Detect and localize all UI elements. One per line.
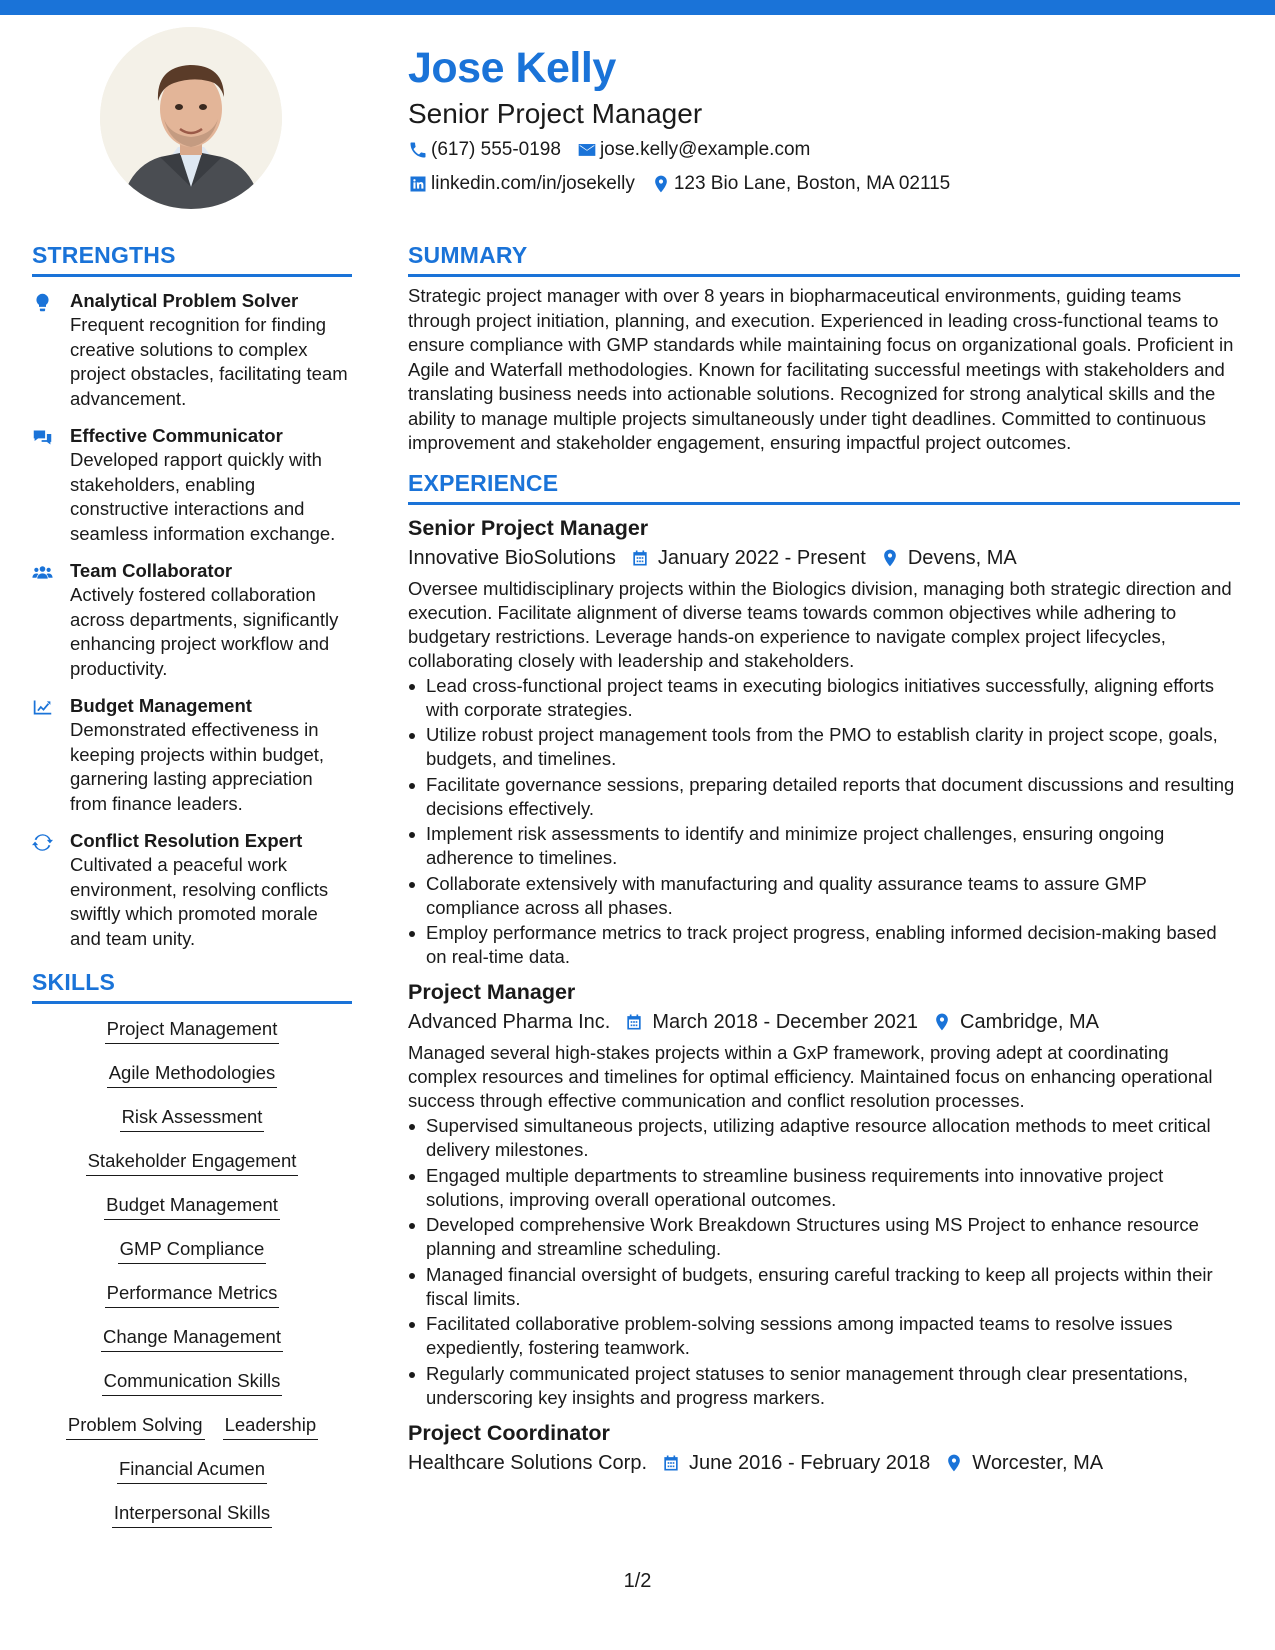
job-bullets bbox=[408, 674, 1240, 970]
job-bullet: Facilitate governance sessions, preparing detailed reports that document discussions and resulting decisions effectively. bbox=[408, 773, 1240, 821]
skill-row bbox=[103, 1502, 281, 1528]
email-contact[interactable] bbox=[577, 134, 810, 166]
job-dates bbox=[661, 1448, 930, 1478]
calendar-icon bbox=[624, 1012, 644, 1032]
calendar-icon bbox=[630, 548, 650, 568]
skill-tag: Communication Skills bbox=[102, 1370, 283, 1396]
job-company bbox=[408, 543, 616, 573]
skill-tag: Budget Management bbox=[104, 1194, 280, 1220]
skill-tag: Leadership bbox=[223, 1414, 319, 1440]
strength-title: Team Collaborator bbox=[70, 560, 233, 581]
job-bullet: Lead cross-functional project teams in executing biologics initiatives successfully, aligning efforts with corporate strategies. bbox=[408, 674, 1240, 722]
skills-list bbox=[32, 1018, 352, 1546]
right-column bbox=[408, 240, 1240, 1482]
skill-tag: Interpersonal Skills bbox=[112, 1502, 272, 1528]
candidate-title: Senior Project Manager bbox=[408, 98, 703, 129]
job-meta bbox=[408, 1448, 1240, 1478]
strength-item bbox=[32, 829, 352, 951]
strength-title: Conflict Resolution Expert bbox=[70, 830, 303, 851]
strengths-heading: STRENGTHS bbox=[32, 240, 352, 277]
linkedin-contact[interactable] bbox=[408, 168, 635, 200]
strength-title: Effective Communicator bbox=[70, 425, 283, 446]
job-location bbox=[932, 1007, 1099, 1037]
users-icon bbox=[32, 562, 53, 583]
job-meta bbox=[408, 543, 1240, 573]
skill-tag: GMP Compliance bbox=[118, 1238, 267, 1264]
job-description: Oversee multidisciplinary projects within the Biologics division, managing both strategic direction and execution. Facilitate alignment of diverse teams towards common objectives while adhering to budgetary restrictions. Leverage hands-on experience to navigate complex project lifecycles, collaborating closely with leadership and stakeholders. bbox=[408, 577, 1232, 671]
strength-title: Budget Management bbox=[70, 695, 252, 716]
address-text: 123 Bio Lane, Boston, MA 02115 bbox=[673, 173, 951, 194]
location-text: Worcester, MA bbox=[972, 1451, 1104, 1474]
dates-text: June 2016 - February 2018 bbox=[689, 1451, 931, 1474]
job-bullet: Supervised simultaneous projects, utilizing adaptive resource allocation methods to meet critical delivery milestones. bbox=[408, 1114, 1240, 1162]
skill-row bbox=[108, 1458, 276, 1484]
location-text: Devens, MA bbox=[907, 546, 1017, 569]
skill-row bbox=[57, 1414, 327, 1440]
left-column bbox=[32, 240, 352, 1546]
skill-row bbox=[111, 1106, 274, 1132]
job-location bbox=[944, 1448, 1103, 1478]
strength-item bbox=[32, 289, 352, 411]
map-marker-icon bbox=[932, 1012, 952, 1032]
job-description: Managed several high-stakes projects within a GxP framework, proving adept at coordinating complex resources and timelines for optimal efficiency. Maintained focus on enhancing operational success through effective communication and conflict resolution processes. bbox=[408, 1042, 1213, 1111]
job-company bbox=[408, 1007, 610, 1037]
dates-text: January 2022 - Present bbox=[657, 546, 866, 569]
skill-row bbox=[109, 1238, 276, 1264]
strengths-list bbox=[32, 289, 352, 951]
job-bullet: Managed financial oversight of budgets, ensuring careful tracking to keep all projects within their fiscal limits. bbox=[408, 1263, 1240, 1311]
lightbulb-icon bbox=[32, 292, 53, 313]
phone-icon bbox=[408, 140, 428, 160]
skill-row bbox=[96, 1018, 289, 1044]
skill-tag: Agile Methodologies bbox=[107, 1062, 278, 1088]
chart-line-icon bbox=[32, 697, 53, 718]
avatar-illustration bbox=[100, 27, 282, 209]
skill-row bbox=[92, 1326, 292, 1352]
strength-desc: Developed rapport quickly with stakeholders, enabling constructive interactions and seamless information exchange. bbox=[70, 449, 336, 544]
profile-photo bbox=[100, 27, 282, 209]
skill-row bbox=[96, 1282, 289, 1308]
summary-text: Strategic project manager with over 8 years in biopharmaceutical environments, guiding teams through project initiation, planning, and execution. Experienced in leading cross-functional teams to ensure compliance with GMP standards while maintaining focus on organizational goals. Proficient in Agile and Waterfall methodologies. Known for facilitating successful meetings with stakeholders and translating business needs into actionable solutions. Recognized for strong analytical skills and the ability to manage multiple projects simultaneously under tight deadlines. Committed to continuous improvement and stakeholder engagement, ensuring impactful project outcomes. bbox=[408, 285, 1234, 453]
linkedin-icon bbox=[408, 174, 428, 194]
job-dates bbox=[624, 1007, 918, 1037]
skill-tag: Problem Solving bbox=[66, 1414, 205, 1440]
envelope-icon bbox=[577, 140, 597, 160]
job-title: Project Coordinator bbox=[408, 1420, 610, 1445]
skill-row bbox=[95, 1194, 289, 1220]
job-bullet: Regularly communicated project statuses to senior management through clear presentations, underscoring key insights and progress markers. bbox=[408, 1362, 1240, 1410]
company-text: Advanced Pharma Inc. bbox=[408, 1011, 611, 1033]
job-entry bbox=[408, 1418, 1240, 1478]
linkedin-text: linkedin.com/in/josekelly bbox=[431, 173, 635, 194]
company-text: Innovative BioSolutions bbox=[408, 546, 616, 569]
job-company bbox=[408, 1448, 647, 1478]
page-number: 1/2 bbox=[623, 1570, 652, 1592]
summary-heading: SUMMARY bbox=[408, 240, 1240, 277]
job-bullets bbox=[408, 1114, 1240, 1410]
strength-desc: Frequent recognition for finding creative solutions to complex project obstacles, facilitating team advancement. bbox=[70, 314, 348, 409]
phone-text: (617) 555-0198 bbox=[431, 139, 561, 160]
strength-desc: Actively fostered collaboration across departments, significantly enhancing project workflow and productivity. bbox=[70, 584, 339, 679]
job-location bbox=[880, 543, 1017, 573]
top-accent-bar bbox=[0, 0, 1275, 15]
job-bullet: Developed comprehensive Work Breakdown Structures using MS Project to enhance resource planning and streamline scheduling. bbox=[408, 1213, 1240, 1261]
job-entry bbox=[408, 513, 1240, 970]
strength-desc: Cultivated a peaceful work environment, resolving conflicts swiftly which promoted morale and team unity. bbox=[70, 854, 329, 949]
skill-tag: Stakeholder Engagement bbox=[86, 1150, 299, 1176]
skill-row bbox=[77, 1150, 308, 1176]
location-text: Cambridge, MA bbox=[960, 1011, 1099, 1033]
skill-tag: Financial Acumen bbox=[117, 1458, 267, 1484]
phone-contact[interactable] bbox=[408, 134, 561, 166]
resume-header bbox=[408, 40, 1238, 200]
strength-item bbox=[32, 559, 352, 681]
skill-tag: Performance Metrics bbox=[105, 1282, 280, 1308]
job-title: Project Manager bbox=[408, 980, 576, 1004]
skill-tag: Risk Assessment bbox=[120, 1106, 265, 1132]
experience-heading: EXPERIENCE bbox=[408, 468, 1240, 505]
job-dates bbox=[630, 543, 866, 573]
company-text: Healthcare Solutions Corp. bbox=[408, 1451, 648, 1474]
job-meta bbox=[408, 1007, 1240, 1037]
strength-item bbox=[32, 424, 352, 546]
map-marker-icon bbox=[944, 1453, 964, 1473]
job-bullet: Collaborate extensively with manufacturing and quality assurance teams to assure GMP compliance across all phases. bbox=[408, 872, 1240, 920]
email-text: jose.kelly@example.com bbox=[599, 139, 811, 160]
job-bullet: Utilize robust project management tools from the PMO to establish clarity in project scope, goals, budgets, and timelines. bbox=[408, 723, 1240, 771]
calendar-icon bbox=[661, 1453, 681, 1473]
map-marker-icon bbox=[651, 174, 671, 194]
address-contact bbox=[651, 168, 950, 200]
contact-row-2 bbox=[408, 168, 1238, 200]
skills-heading: SKILLS bbox=[32, 967, 352, 1004]
skill-row bbox=[98, 1062, 287, 1088]
sync-icon bbox=[32, 832, 53, 853]
candidate-name: Jose Kelly bbox=[408, 44, 616, 92]
map-marker-icon bbox=[880, 548, 900, 568]
job-title: Senior Project Manager bbox=[408, 515, 649, 540]
strength-desc: Demonstrated effectiveness in keeping projects within budget, garnering lasting appreciation from finance leaders. bbox=[70, 719, 325, 814]
job-bullet: Employ performance metrics to track project progress, enabling informed decision-making based on real-time data. bbox=[408, 921, 1240, 969]
contact-row-1 bbox=[408, 134, 1238, 166]
job-bullet: Engaged multiple departments to streamline business requirements into innovative project solutions, improving overall operational outcomes. bbox=[408, 1164, 1240, 1212]
dates-text: March 2018 - December 2021 bbox=[652, 1011, 919, 1033]
strength-item bbox=[32, 694, 352, 816]
strength-title: Analytical Problem Solver bbox=[70, 290, 299, 311]
job-entry bbox=[408, 977, 1240, 1410]
comments-icon bbox=[32, 427, 53, 448]
job-bullet: Facilitated collaborative problem-solving sessions among impacted teams to resolve issues expediently, fostering teamwork. bbox=[408, 1312, 1240, 1360]
job-bullet: Implement risk assessments to identify and minimize project challenges, ensuring ongoing adherence to timelines. bbox=[408, 822, 1240, 870]
skill-tag: Project Management bbox=[105, 1018, 280, 1044]
skill-tag: Change Management bbox=[101, 1326, 283, 1352]
skill-row bbox=[93, 1370, 292, 1396]
